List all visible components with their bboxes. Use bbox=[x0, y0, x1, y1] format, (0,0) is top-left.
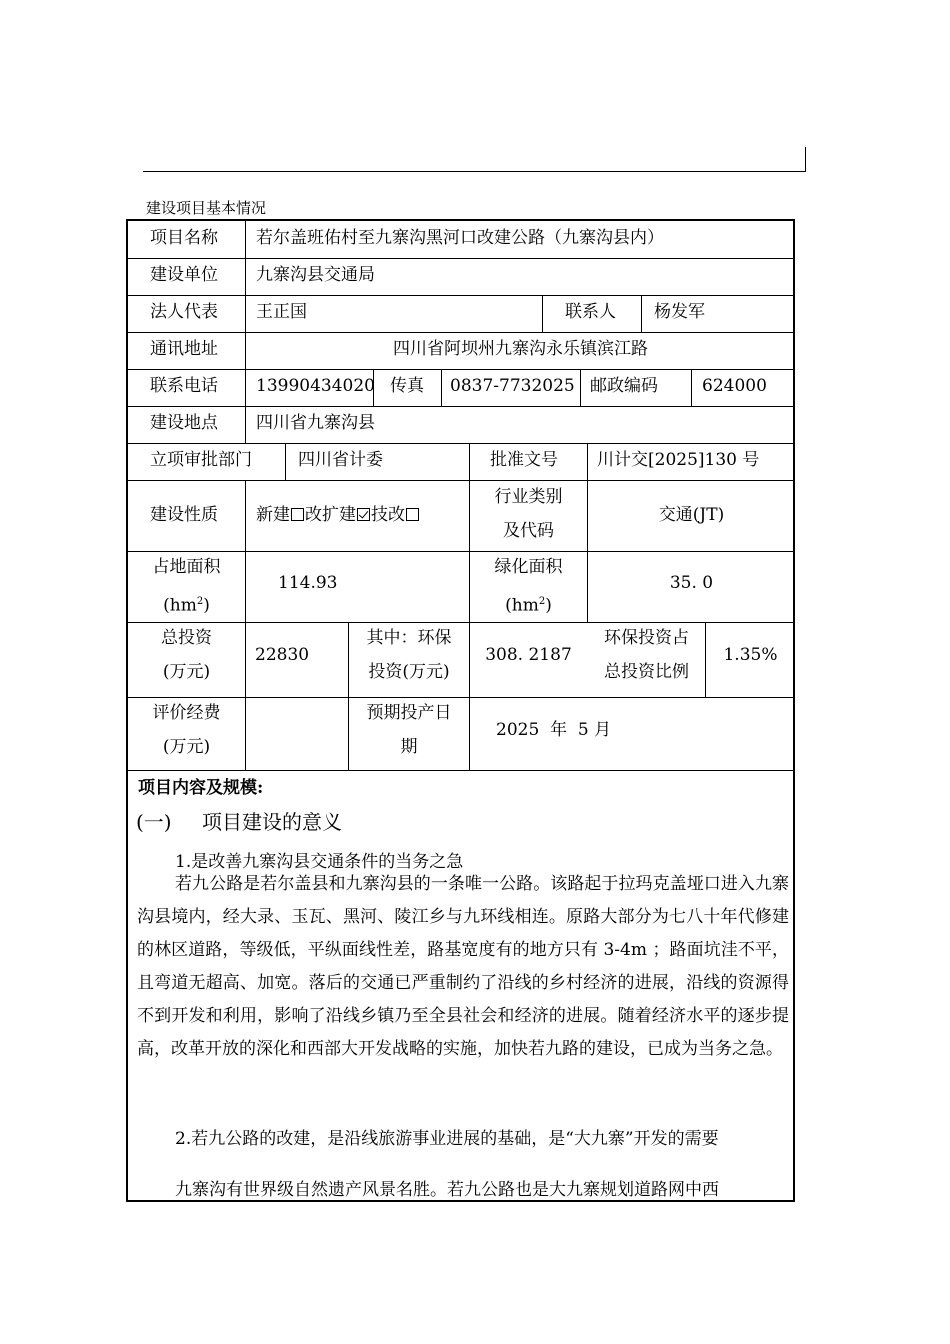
start-date-label-line1: 预期投产日 bbox=[366, 703, 452, 723]
site-value: 四川省九寨沟县 bbox=[256, 413, 375, 433]
eval-fee-label-line1: 评价经费 bbox=[152, 703, 221, 723]
env-invest-value: 308. 2187 bbox=[485, 645, 572, 665]
land-label-line1: 占地面积 bbox=[152, 557, 221, 577]
approval-dept-label: 立项审批部门 bbox=[150, 450, 252, 470]
approval-no-label: 批准文号 bbox=[490, 450, 558, 470]
invest-label-line2: (万元) bbox=[162, 662, 211, 682]
subsection-number: (一) bbox=[136, 810, 172, 834]
invest-value: 22830 bbox=[255, 645, 310, 665]
eval-fee-label-line2: (万元) bbox=[162, 737, 211, 757]
env-invest-label-line2: 投资(万元) bbox=[368, 662, 450, 682]
project-info-table bbox=[126, 219, 795, 1202]
land-area-value: 114.93 bbox=[278, 573, 338, 593]
nature-tech-checkbox[interactable] bbox=[406, 508, 419, 521]
builder-label: 建设单位 bbox=[150, 265, 218, 285]
nature-new-label: 新建 bbox=[256, 505, 290, 525]
env-ratio-label-line2: 总投资比例 bbox=[604, 662, 689, 682]
industry-value: 交通(JT) bbox=[658, 505, 725, 525]
item-2-heading: 2.若九公路的改建，是沿线旅游事业进展的基础，是“大九寨”开发的需要 bbox=[175, 1129, 719, 1149]
industry-label-line2: 及代码 bbox=[503, 521, 554, 541]
start-date-label-line2: 期 bbox=[400, 737, 418, 757]
form-caption: 建设项目基本情况 bbox=[146, 199, 267, 217]
site-label: 建设地点 bbox=[150, 413, 218, 433]
phone-value: 13990434020 bbox=[256, 376, 375, 396]
nature-label: 建设性质 bbox=[150, 505, 218, 525]
legal-rep-label: 法人代表 bbox=[150, 302, 218, 322]
green-area-value: 35. 0 bbox=[669, 573, 714, 593]
nature-new-checkbox[interactable] bbox=[291, 508, 304, 521]
address-value: 四川省阿坝州九寨沟永乐镇滨江路 bbox=[393, 339, 648, 359]
nature-expand-label: 改扩建 bbox=[305, 505, 356, 525]
approval-no-value: 川计交[2025]130 号 bbox=[597, 450, 760, 470]
paragraph-2: 九寨沟有世界级自然遗产风景名胜。若九公路也是大九寨规划道路网中西 bbox=[175, 1180, 719, 1200]
item-1-heading: 1.是改善九寨沟县交通条件的当务之急 bbox=[175, 852, 464, 872]
legal-rep-value: 王正国 bbox=[256, 302, 307, 322]
industry-label-line1: 行业类别 bbox=[494, 487, 563, 507]
project-name-value: 若尔盖班佑村至九寨沟黑河口改建公路（九寨沟县内） bbox=[256, 228, 664, 248]
phone-label: 联系电话 bbox=[150, 376, 218, 396]
builder-value: 九寨沟县交通局 bbox=[256, 265, 375, 285]
invest-label-line1: 总投资 bbox=[161, 628, 212, 648]
header-rule bbox=[143, 171, 806, 172]
address-label: 通讯地址 bbox=[150, 339, 218, 359]
nature-expand-checkbox[interactable] bbox=[357, 508, 370, 521]
env-ratio-value: 1.35% bbox=[723, 645, 778, 665]
postcode-label: 邮政编码 bbox=[590, 376, 658, 396]
project-name-label: 项目名称 bbox=[150, 228, 218, 248]
paragraph-1: 若九公路是若尔盖县和九寨沟县的一条唯一公路。该路起于拉玛克盖垭口进入九寨沟县境内，经大录、玉瓦、黑河、陵江乡与九环线相连。原路大部分为七八十年代修建的林区道路，等级低，平纵面线性差，路基宽度有的地方只有 3-4m ；路面坑洼不平，且弯道无超高、加宽。落后的交通已严重制约了沿线的乡村经济的进展，沿线的资源得不到开发和利用，影响了沿线乡镇乃至全县社会和经济的进展。随着经济水平的逐步提高，改革开放的深化和西部大开发战略的实施，加快若九路的建设，已成为当务之急。 bbox=[137, 874, 789, 1059]
section-title: 项目内容及规模: bbox=[138, 778, 264, 798]
contact-label: 联系人 bbox=[565, 302, 616, 322]
green-label-line2: $(hm^2)$ bbox=[505, 595, 552, 616]
postcode-value: 624000 bbox=[702, 376, 767, 396]
green-label-line1: 绿化面积 bbox=[494, 557, 563, 577]
env-invest-label-line1: 其中：环保 bbox=[366, 628, 452, 648]
contact-value: 杨发军 bbox=[654, 302, 705, 322]
env-ratio-label-line1: 环保投资占 bbox=[604, 628, 689, 648]
nature-options bbox=[256, 498, 420, 533]
subsection-heading bbox=[136, 806, 342, 835]
fax-label: 传真 bbox=[390, 376, 424, 396]
fax-value: 0837-7732025 bbox=[450, 376, 575, 396]
start-date-value: 2025 年 5 月 bbox=[496, 720, 612, 740]
header-corner-mark bbox=[805, 147, 806, 171]
approval-dept-value: 四川省计委 bbox=[298, 450, 383, 470]
subsection-title: 项目建设的意义 bbox=[202, 810, 342, 834]
nature-tech-label: 技改 bbox=[371, 505, 405, 525]
land-label-line2: $(hm^2)$ bbox=[163, 595, 210, 616]
